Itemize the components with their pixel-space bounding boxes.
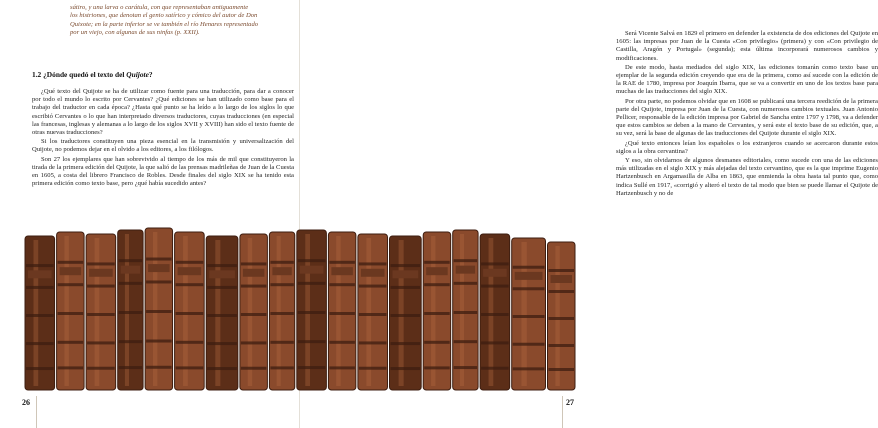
paragraph: Son 27 los ejemplares que han sobrevivido al tiempo de los más de mil que constituyeron la tirada de la primera edición del Quijote, la que salió de las prensas madrileñas de Juan de la Cuesta en 1605, a costa del librero Francisco de Robles. Desde finales del siglo XIX se ha tenido esta primera edición como texto base, pero ¿qué había sucedido antes? bbox=[32, 155, 294, 188]
book-spine bbox=[328, 232, 355, 390]
book-spine bbox=[175, 232, 205, 390]
paragraph: ¿Qué texto del Quijote se ha de utilizar como fuente para una traducción, para dar a conocer por todo el mundo lo escrito por Cervantes? ¿Qué ediciones se han utilizado como base para el trabajo del traductor en cada época? ¿Hasta qué punto se ha leído a lo largo de los siglos lo que escribió Cervantes o lo que han interpretado diversos traductores, cuyas traducciones (en especial las francesas, inglesas y alemanas a lo largo de los siglos XVII y XVIII) han sido el texto fuente de otras nuevas traducciones? bbox=[32, 88, 294, 137]
book-spine bbox=[269, 232, 294, 390]
section-heading bbox=[32, 70, 292, 79]
book-spine bbox=[240, 234, 267, 390]
page-number: 26 bbox=[22, 398, 30, 407]
book-spine bbox=[480, 234, 510, 390]
page-number: 27 bbox=[566, 398, 574, 407]
book-spine bbox=[86, 234, 116, 390]
book-spines-photo bbox=[24, 222, 576, 392]
paragraph: ¿Qué texto entonces leían los españoles o los extranjeros cuando se acercaron durante estos siglos a la obra cervantina? bbox=[616, 139, 878, 155]
right-body-text bbox=[616, 30, 878, 199]
book-spine bbox=[389, 236, 421, 390]
book-spine bbox=[512, 238, 546, 390]
paragraph: Por otra parte, no podemos olvidar que en 1608 se publicará una tercera reedición de la primera parte del Quijote, impresa por Juan de la Cuesta, con numerosos cambios textuales. Juan Antonio Pellicer, responsable de la edición impresa por Gabriel de Sancha entre 1797 y 1798, va a defender que estos cambios se deben a la mano de Cervantes, y será este el texto base de su edición, que, a su vez, será la base de algunas de las traducciones del Quijote durante el siglo XIX. bbox=[616, 97, 878, 138]
book-spine bbox=[358, 234, 388, 390]
book-spines-illustration bbox=[24, 222, 576, 392]
section-number: 1.2 bbox=[32, 70, 42, 79]
book-spine bbox=[206, 236, 238, 390]
book-spine bbox=[453, 230, 478, 390]
paragraph: Será Vicente Salvá en 1829 el primero en defender la existencia de dos ediciones del Quijote en 1605: las impresas por Juan de la Cuesta «Con privilegio» (primera) y con «Con privilegio de Castilla, Aragón y Portugal» (segunda); esta última incorporará numerosos cambios y modificaciones. bbox=[616, 30, 878, 62]
paragraph: Y eso, sin olvidarnos de algunos desmanes editoriales, como sucede con una de las ediciones más utilizadas en el siglo XIX y más alejadas del texto cervantino, que es la que imprime Eugenio Hartzenbusch en Argamasilla de Alba en 1863, que enmienda la obra hasta tal punto que, como indica Sullé en 1917, «corrigió y alteró el texto de tal modo que bien se puede llamar el Quijote de Hartzenbusch y no de bbox=[616, 157, 878, 197]
book-spine bbox=[423, 232, 450, 390]
section-title: ¿Dónde quedó el texto del bbox=[43, 70, 127, 79]
book-spine bbox=[297, 230, 327, 390]
page-number-rule bbox=[562, 396, 563, 428]
quote-line: sátiro, y una larva o carátula, con que representaban antiguamente bbox=[70, 4, 249, 11]
paragraph: De este modo, hasta mediados del siglo XIX, las ediciones tomarán como texto base un ejemplar de la segunda edición creyendo que era de la primera, como así sucede con la edición de la RAE de 1780, impresa por Joaquín Ibarra, que se va a convertir en uno de los textos base para muchas de las traducciones del siglo XIX. bbox=[616, 63, 878, 96]
section-title-end: ? bbox=[148, 70, 153, 79]
paragraph: Si los traductores constituyen una pieza esencial en la transmisión y universalización del Quijote, no podemos dejar en el olvido a los editores, a los filólogos. bbox=[32, 138, 294, 154]
book-spine bbox=[57, 232, 84, 390]
book-spine bbox=[25, 236, 55, 390]
left-body-text bbox=[32, 88, 294, 189]
quote-line: los histriones, que denotan el genio satírico y cómico del autor de Don bbox=[70, 12, 258, 20]
book-spine bbox=[145, 228, 172, 390]
quote-line: Quixote; en la parte inferior se ve también el río Henares representado bbox=[70, 20, 259, 28]
page-number-rule bbox=[36, 396, 37, 428]
section-title-italic: Quijote bbox=[126, 70, 149, 79]
book-spine bbox=[118, 230, 143, 390]
quote-line: por un viejo, con algunas de sus ninfas (p. XXII). bbox=[70, 29, 200, 37]
book-spine bbox=[548, 242, 575, 390]
caption-quote bbox=[70, 4, 292, 38]
